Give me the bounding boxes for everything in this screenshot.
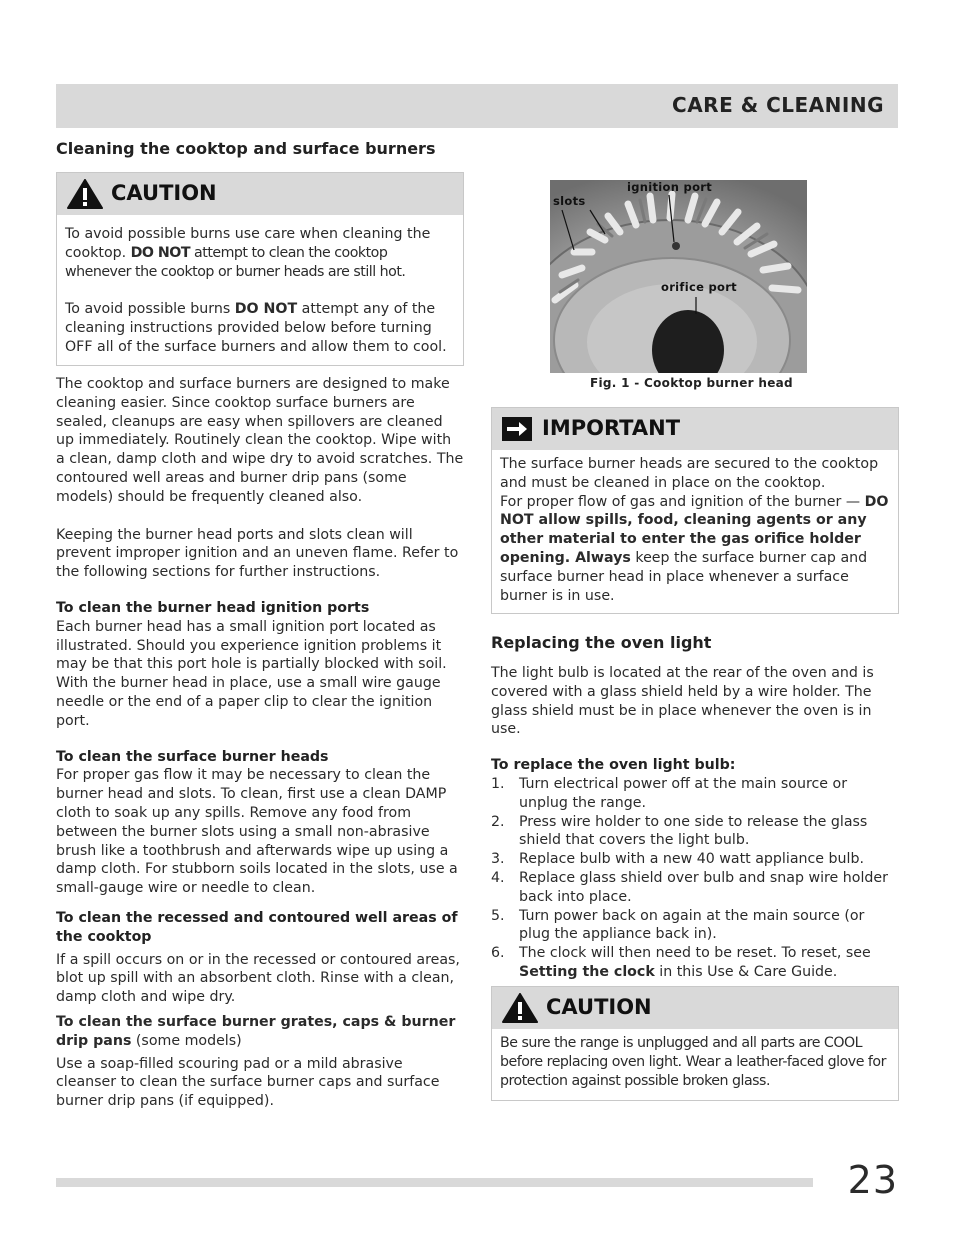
caution-emphasis: DO NOT xyxy=(130,244,191,261)
important-text-1: The surface burner heads are secured to the cooktop and must be cleaned in place on the cooktop. xyxy=(500,456,879,491)
caution-label: CAUTION xyxy=(111,181,217,205)
caution-label: CAUTION xyxy=(546,995,652,1019)
caution-body xyxy=(492,1029,898,1098)
caution-body xyxy=(57,215,463,365)
ports-paragraph: Keeping the burner head ports and slots clean will prevent improper ignition and an uneven flame. Refer to the following sections for further instructions. xyxy=(56,526,459,581)
intro-paragraph: The cooktop and surface burners are designed to make cleaning easier. Since cooktop surface burners are sealed, cleanups are easy when spillovers are cleaned up immediately. Routinely clean the cooktop. Wipe with a clean, damp cloth and wipe dry to avoid scratches. The contoured well areas and burner drip pans (some models) should be frequently cleaned also. xyxy=(56,376,464,505)
step-item xyxy=(491,869,899,907)
burner-heads-text: For proper gas flow it may be necessary to clean the burner head and slots. To clean, first use a clean DAMP cloth to soak up any spills. Remove any food from between the burner slots using a small non-abrasive brush like a toothbrush and afterwards wipe up using a damp cloth. For stubborn soils located in the slots, use a small-gauge wire or needle to clean. xyxy=(56,767,458,897)
figure-caption: Fig. 1 - Cooktop burner head xyxy=(590,376,793,390)
oven-light-steps xyxy=(491,775,899,982)
cooktop-cleaning-heading: Cleaning the cooktop and surface burners xyxy=(56,139,436,158)
step-item xyxy=(491,813,899,851)
grates-subheading xyxy=(56,1013,464,1051)
step-number: 1. xyxy=(491,775,505,792)
step-number: 4. xyxy=(491,869,505,886)
orifice-port-label: orifice port xyxy=(661,280,737,294)
page-number: 23 xyxy=(847,1158,898,1202)
arrow-right-icon xyxy=(502,417,532,445)
setting-clock-reference: Setting the clock xyxy=(519,963,655,980)
oven-light-heading: Replacing the oven light xyxy=(491,633,712,652)
oven-light-body xyxy=(491,664,899,982)
step-number: 2. xyxy=(491,813,505,830)
caution-box-header xyxy=(492,987,898,1029)
section-title: CARE & CLEANING xyxy=(672,93,884,117)
oven-light-steps-title: To replace the oven light bulb: xyxy=(491,757,736,774)
step-text: Replace glass shield over bulb and snap wire holder back into place. xyxy=(519,869,888,905)
warning-icon xyxy=(67,179,103,213)
important-text-2 xyxy=(500,493,890,606)
caution-paragraph-2 xyxy=(65,300,455,356)
step-item xyxy=(491,944,899,982)
important-body xyxy=(492,450,898,613)
step-number: 3. xyxy=(491,851,505,868)
oven-light-intro: The light bulb is located at the rear of the oven and is covered with a glass shield held by a wire holder. The glass shield must be in place whenever the oven is in use. xyxy=(491,665,874,738)
caution-text: To avoid possible burns use care when cleaning the cooktop. xyxy=(65,226,431,261)
step-text: Turn electrical power off at the main source or unplug the range. xyxy=(519,775,848,811)
important-emphasis: DO NOT allow spills, food, cleaning agents or any other material to enter the gas orifice holder opening. Always xyxy=(500,493,889,566)
ignition-port-label: ignition port xyxy=(627,180,713,194)
caution-paragraph-1 xyxy=(65,225,455,281)
step-item xyxy=(491,907,899,945)
step-text: in this Use & Care Guide. xyxy=(654,963,838,980)
caution-emphasis: DO NOT xyxy=(234,301,298,318)
grates-text: Use a soap-filled scouring pad or a mild abrasive cleanser to clean the surface burner caps and surface burner drip pans (if equipped). xyxy=(56,1055,440,1110)
important-text: For proper flow of gas and ignition of the burner — xyxy=(500,493,865,510)
burner-head-photo xyxy=(550,180,807,373)
important-box xyxy=(491,407,899,614)
well-areas-text: If a spill occurs on or in the recessed or contoured areas, blot up spill with an absorbent cloth. Rinse with a clean, damp cloth and wipe dry. xyxy=(56,951,460,1006)
section-header-bar xyxy=(56,84,898,128)
step-item xyxy=(491,850,899,869)
left-column-body xyxy=(56,375,464,1111)
caution-oven-light-text: Be sure the range is unplugged and all parts are COOL before replacing oven light. Wear a leather-faced glove for protection against possible broken glass. xyxy=(500,1035,886,1089)
footer-bar xyxy=(56,1178,813,1187)
important-label: IMPORTANT xyxy=(542,416,681,440)
step-number: 6. xyxy=(491,945,505,962)
ignition-ports-text: Each burner head has a small ignition port located as illustrated. Should you experience ignition problems it may be that this port hole is partially blocked with soil. With the burner head in place, use a small wire gauge needle or the end of a paper clip to clear the ignition port. xyxy=(56,618,447,729)
well-areas-subheading: To clean the recessed and contoured well areas of the cooktop xyxy=(56,909,458,945)
step-number: 5. xyxy=(491,907,505,924)
slots-label: slots xyxy=(553,194,586,208)
caution-box-header xyxy=(57,173,463,215)
step-text: The clock will then need to be reset. To reset, see xyxy=(519,945,871,962)
step-item xyxy=(491,775,899,813)
caution-box-oven-light xyxy=(491,986,899,1101)
grates-suffix: (some models) xyxy=(131,1032,242,1049)
caution-text: To avoid possible burns xyxy=(65,301,235,318)
caution-text: attempt any of the cleaning instructions provided below before turning OFF all of the surface burners and allow them to cool. xyxy=(65,301,447,355)
important-box-header xyxy=(492,408,898,450)
caution-box-cooktop xyxy=(56,172,464,366)
step-text: Replace bulb with a new 40 watt appliance bulb. xyxy=(519,851,864,868)
ignition-ports-subheading: To clean the burner head ignition ports xyxy=(56,599,370,616)
step-text: Turn power back on again at the main source (or plug the appliance back in). xyxy=(519,907,865,943)
caution-text: attempt to clean the cooktop whenever the cooktop or burner heads are still hot. xyxy=(65,244,406,280)
warning-icon xyxy=(502,993,538,1027)
important-text: keep the surface burner cap and surface burner head in place whenever a surface burner is in use. xyxy=(500,549,868,604)
grates-title: To clean the surface burner grates, caps & burner drip pans xyxy=(56,1013,456,1049)
step-text: Press wire holder to one side to release the glass shield that covers the light bulb. xyxy=(519,813,868,849)
burner-heads-subheading: To clean the surface burner heads xyxy=(56,748,329,765)
